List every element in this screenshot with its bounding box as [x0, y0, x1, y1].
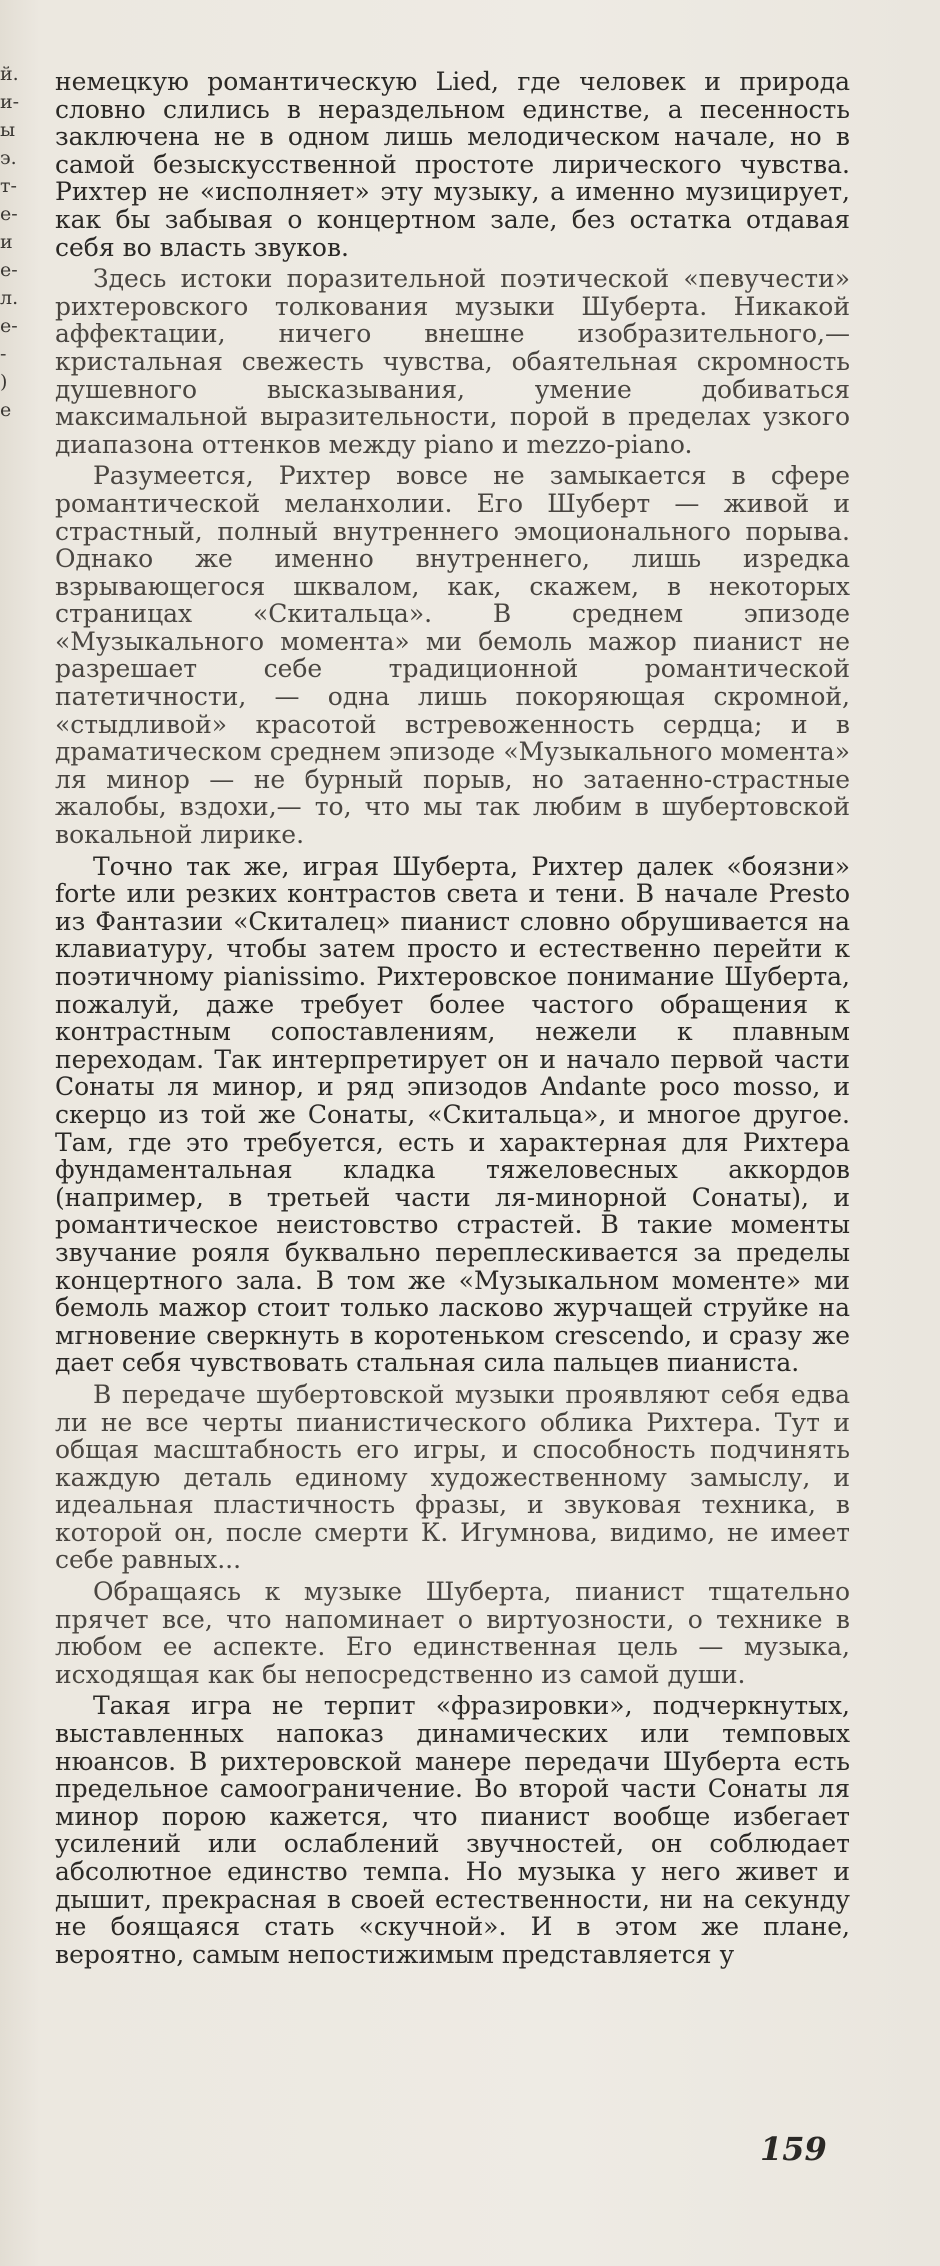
margin-fragment: е-: [0, 203, 18, 225]
margin-fragment: и: [0, 231, 13, 253]
paragraph: Разумеется, Рихтер вовсе не замыкается в сфере романтической меланхолии. Его Шуберт — живой и страстный, полный внутреннего эмоционального порыва. Однако же именно внутреннего, лишь изредка взрывающегося шквалом, как, скажем, в некоторых страницах «Скитальца». В среднем эпизоде «Музыкального момента» ми бемоль мажор пианист не разрешает себе традиционной романтической патетичности, — одна лишь покоряющая скромной, «стыдливой» красотой встревоженность сердца; и в драматическом среднем эпизоде «Музыкального момента» ля минор — не бурный порыв, но затаенно-страстные жалобы, вздохи,— то, что мы так любим в шубертовской вокальной лирике.: [55, 461, 850, 850]
margin-fragment: -: [0, 343, 7, 365]
margin-fragment: и-: [0, 91, 20, 113]
margin-fragment: э.: [0, 147, 17, 169]
margin-fragment: ы: [0, 119, 16, 141]
paragraph: немецкую романтическую Lied, где человек и природа словно слились в нераздельном единстве, а песенность заключена не в одном лишь мелодическом начале, но в самой безыскусственной простоте лирического чувства. Рихтер не «исполняет» эту музыку, а именно музицирует, как бы забывая о концертном зале, без остатка отдавая себя во власть звуков.: [55, 67, 850, 262]
margin-fragment: й.: [0, 63, 19, 85]
text-column: [55, 68, 850, 1968]
margin-fragment: е-: [0, 259, 18, 281]
paragraph: В передаче шубертовской музыки проявляют себя едва ли не все черты пианистического облика Рихтера. Тут и общая масштабность его игры, и способность подчинять каждую деталь единому художественному замыслу, и идеальная пластичность фразы, и звуковая техника, в которой он, после смерти К. Игумнова, видимо, не имеет себе равных...: [55, 1379, 850, 1575]
paragraph: Такая игра не терпит «фразировки», подчеркнутых, выставленных напоказ динамических или темповых нюансов. В рихтеровской манере передачи Шуберта есть предельное самоограничение. Во второй части Сонаты ля минор порою кажется, что пианист вообще избегает усилений или ослаблений звучностей, он соблюдает абсолютное единство темпа. Но музыка у него живет и дышит, прекрасная в своей естественности, ни на секунду не боящаяся стать «скучной». И в этом же плане, вероятно, самым непостижимым представляется у: [55, 1691, 850, 1969]
adjacent-page-margin: [0, 60, 24, 424]
paragraph: Здесь истоки поразительной поэтической «певучести» рихтеровского толкования музыки Шуберта. Никакой аффектации, ничего внешне изобразительного,— кристальная свежесть чувства, обаятельная скромность душевного высказывания, умение добиваться максимальной выразительности, порой в пределах узкого диапазона оттенков между piano и mezzo-piano.: [55, 264, 850, 459]
margin-fragment: е: [0, 399, 12, 421]
margin-fragment: е-: [0, 315, 18, 337]
margin-fragment: ): [0, 371, 8, 393]
paragraph: Обращаясь к музыке Шуберта, пианист тщательно прячет все, что напоминает о виртуозности, о технике в любом ее аспекте. Его единственная цель — музыка, исходящая как бы непосредственно из самой души.: [55, 1577, 850, 1689]
page-number: 159: [760, 2130, 827, 2168]
paragraph: Точно так же, играя Шуберта, Рихтер далек «боязни» forte или резких контрастов света и тени. В начале Presto из Фантазии «Скиталец» пианист словно обрушивается на клавиатуру, чтобы затем просто и естественно перейти к поэтичному pianissimo. Рихтеровское понимание Шуберта, пожалуй, даже требует более частого обращения к контрастным сопоставлениям, нежели к плавным переходам. Так интерпретирует он и начало первой части Сонаты ля минор, и ряд эпизодов Andante poco mosso, и скерцо из той же Сонаты, «Скитальца», и многое другое. Там, где это требуется, есть и характерная для Рихтера фундаментальная кладка тяжеловесных аккордов (например, в третьей части ля-минорной Сонаты), и романтическое неистовство страстей. В такие моменты звучание рояля буквально переплескивается за пределы концертного зала. В том же «Музыкальном моменте» ми бемоль мажор стоит только ласково журчащей струйке на мгновение сверкнуть в коротеньком crescendo, и сразу же дает себя чувствовать стальная сила пальцев пианиста.: [55, 851, 850, 1378]
margin-fragment: л.: [0, 287, 19, 309]
margin-fragment: т-: [0, 175, 17, 197]
